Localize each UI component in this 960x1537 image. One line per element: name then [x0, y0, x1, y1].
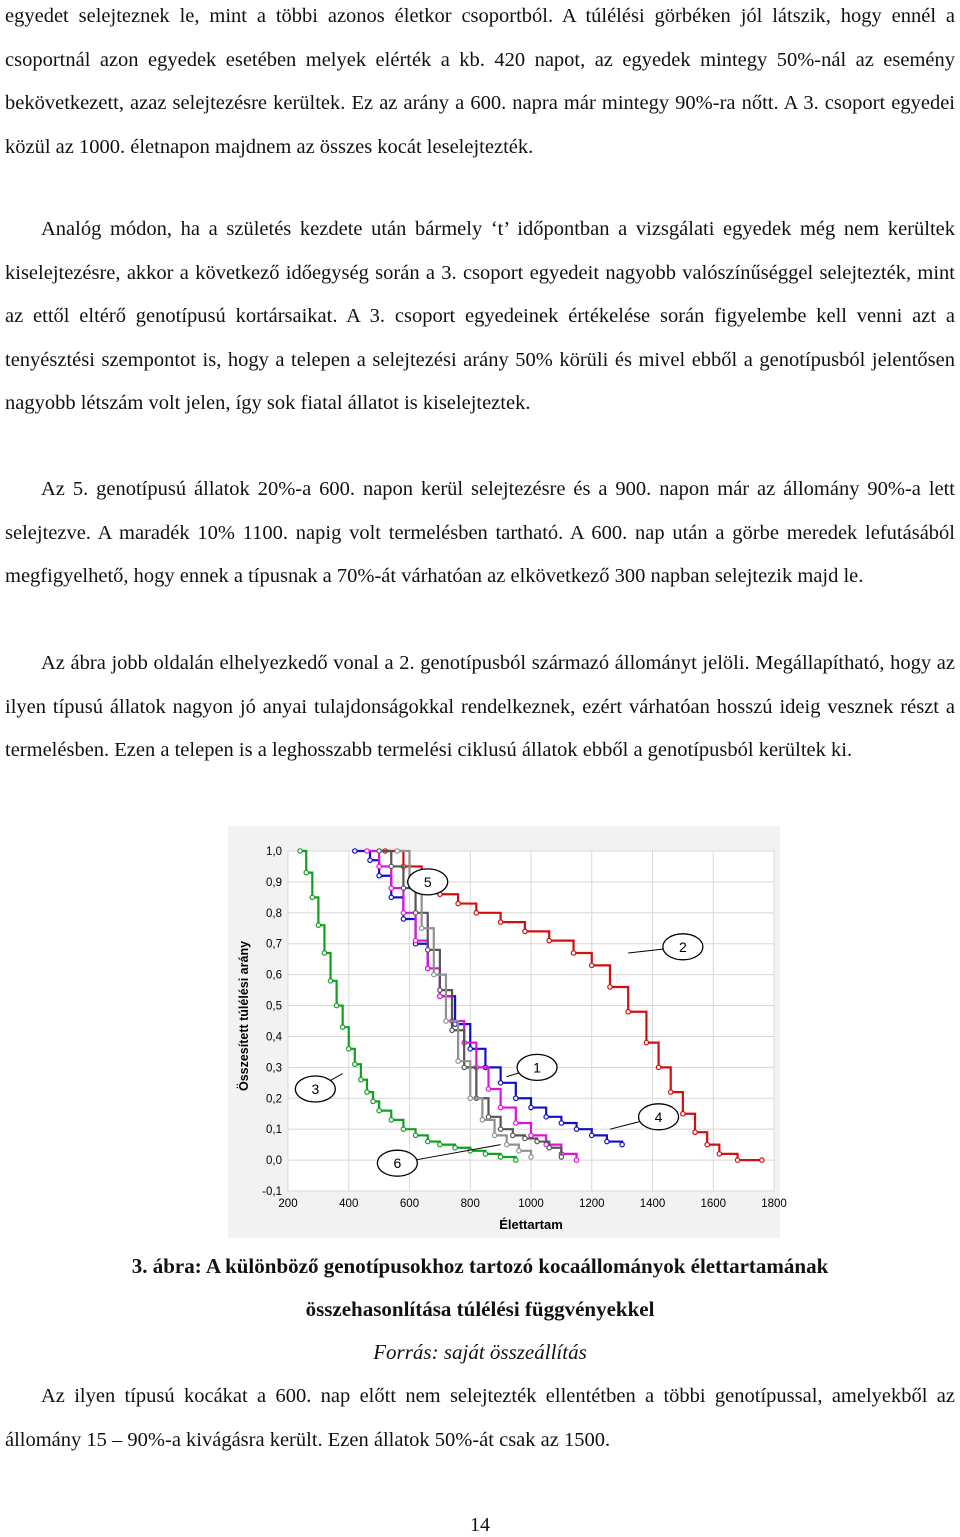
data-point: [401, 886, 405, 890]
data-point: [498, 1127, 502, 1131]
data-point: [389, 886, 393, 890]
data-point: [559, 1155, 563, 1159]
data-point: [328, 979, 332, 983]
data-point: [401, 911, 405, 915]
y-tick-label: 0,3: [266, 1062, 282, 1075]
data-point: [395, 849, 399, 853]
data-point: [498, 1155, 502, 1159]
data-point: [426, 1139, 430, 1143]
annotation-label: 5: [423, 873, 432, 890]
y-tick-label: 0,7: [266, 938, 282, 951]
y-tick-label: 0,8: [266, 907, 282, 920]
data-point: [389, 895, 393, 899]
annotation-label: 2: [678, 938, 687, 955]
y-tick-label: 0,6: [266, 969, 282, 982]
data-point: [438, 988, 442, 992]
data-point: [371, 1099, 375, 1103]
data-point: [608, 985, 612, 989]
figure-caption-line-1: 3. ábra: A különböző genotípusokhoz tartozó kocaállományok élettartamának: [131, 1254, 829, 1278]
data-point: [735, 1158, 739, 1162]
y-tick-label: 1,0: [266, 846, 282, 858]
x-tick-label: 1800: [761, 1198, 787, 1210]
data-point: [514, 1096, 518, 1100]
data-point: [453, 1146, 457, 1150]
paragraph-5: Az ilyen típusú kocákat a 600. nap előtt nem selejtezték ellentétben a többi genotípussal, amelyekből az állomány 15 – 90%-a kivágásra került. Ezen állatok 50%-át csak az 1500.: [5, 1385, 955, 1451]
x-axis: [278, 1198, 786, 1210]
data-point: [535, 1139, 539, 1143]
data-point: [486, 1087, 490, 1091]
y-tick-label: 0,2: [266, 1093, 282, 1106]
x-tick-label: 1200: [578, 1198, 605, 1210]
annotation-label: 1: [533, 1059, 541, 1076]
figure-source: Forrás: saját összeállítás: [373, 1340, 587, 1364]
data-point: [705, 1142, 709, 1146]
data-point: [462, 1065, 466, 1069]
x-tick-label: 200: [278, 1198, 298, 1210]
data-point: [365, 1090, 369, 1094]
data-point: [571, 951, 575, 955]
data-point: [511, 1133, 515, 1137]
data-point: [559, 1121, 563, 1125]
y-tick-label: 0,5: [266, 1000, 282, 1013]
data-point: [377, 864, 381, 868]
figure-caption-line-2: összehasonlítása túlélési függvényekkel: [305, 1297, 655, 1321]
annotation-5: [408, 869, 448, 895]
data-point: [322, 951, 326, 955]
data-point: [298, 849, 302, 853]
data-point: [401, 1127, 405, 1131]
data-point: [523, 1136, 527, 1140]
paragraph-2: Analóg módon, ha a születés kezdete után bármely ‘t’ időpontban a vizsgálati egyedek még nem kerültek kiselejtezésre, akkor a következő időegység során a 3. csoport egyedeit nagyobb valószínűséggel selejtezték, mint az ettől eltérő genotípusú kortársaikat. A 3. csoport egyedeinek értékelése során figyelembe kell venni azt a tenyésztési szempontot is, hogy a telepen a selejtezési arány 50% körüli és mivel ebből a genotípusból jelentősen nagyobb létszám volt jelen, így sok fiatal állatot is kiselejteztek.: [5, 218, 955, 414]
data-point: [426, 948, 430, 952]
data-point: [340, 1025, 344, 1029]
data-point: [468, 1096, 472, 1100]
x-tick-label: 1400: [639, 1198, 666, 1210]
data-point: [717, 1152, 721, 1156]
data-point: [353, 849, 357, 853]
data-point: [334, 1003, 338, 1007]
data-point: [426, 966, 430, 970]
data-point: [413, 1133, 417, 1137]
data-point: [401, 917, 405, 921]
data-point: [669, 1090, 673, 1094]
y-axis-label: Összesített túlélési arány: [237, 940, 251, 1092]
data-point: [480, 1118, 484, 1122]
annotation-label: 3: [311, 1081, 320, 1097]
x-tick-label: 400: [339, 1198, 359, 1210]
data-point: [547, 1146, 551, 1150]
data-point: [450, 1028, 454, 1032]
data-point: [590, 1133, 594, 1137]
data-point: [377, 874, 381, 878]
x-tick-label: 1000: [518, 1198, 544, 1210]
data-point: [368, 858, 372, 862]
data-point: [605, 1139, 609, 1143]
data-point: [359, 1078, 363, 1082]
data-point: [529, 1155, 533, 1159]
data-point: [456, 1059, 460, 1063]
data-point: [486, 1115, 490, 1119]
data-point: [304, 870, 308, 874]
annotation-label: 4: [654, 1108, 663, 1125]
y-tick-label: 0,1: [266, 1124, 282, 1137]
data-point: [456, 901, 460, 905]
data-point: [656, 1065, 660, 1069]
data-point: [760, 1158, 764, 1162]
data-point: [413, 938, 417, 942]
paragraph-3: Az 5. genotípusú állatok 20%-a 600. napon kerül selejtezésre és a 900. napon már az állomány 90%-a lett selejtezve. A maradék 10% 1100. napig volt termelésben tartható. A 600. nap után a görbe meredek lefutásából megfigyelhető, hogy ennek a típusnak a 70%-át várhatóan az elkövetkező 300 napban selejtezik majd le.: [5, 478, 955, 587]
data-point: [693, 1130, 697, 1134]
y-tick-label: -0,1: [262, 1186, 282, 1198]
data-point: [547, 938, 551, 942]
data-point: [438, 1142, 442, 1146]
data-point: [389, 864, 393, 868]
x-tick-label: 1600: [700, 1198, 727, 1210]
data-point: [620, 1142, 624, 1146]
survival-chart: [228, 826, 787, 1238]
data-point: [365, 849, 369, 853]
data-point: [544, 1115, 548, 1119]
data-point: [681, 1112, 685, 1116]
data-point: [517, 1149, 521, 1153]
data-point: [419, 926, 423, 930]
data-point: [492, 1133, 496, 1137]
data-point: [377, 1108, 381, 1112]
data-point: [644, 1040, 648, 1044]
data-point: [432, 972, 436, 976]
data-point: [590, 963, 594, 967]
page-number: 14: [470, 1514, 490, 1536]
data-point: [377, 849, 381, 853]
data-point: [574, 1158, 578, 1162]
data-point: [529, 1105, 533, 1109]
x-axis-label: Élettartam: [499, 1217, 563, 1232]
y-tick-label: 0,0: [266, 1155, 282, 1168]
annotation-label: 6: [393, 1155, 402, 1172]
data-point: [529, 1133, 533, 1137]
paragraph-4: Az ábra jobb oldalán elhelyezkedő vonal a 2. genotípusból származó állományt jelöli. Megállapítható, hogy az ilyen típusú állatok nagyon jó anyai tulajdonságokkal rendelkeznek, ezért várhatóan hosszú ideig vesznek részt a termelésben. Ezen a telepen is a leghosszabb termelési ciklusú állatok ebből a genotípusból kerültek ki.: [5, 652, 955, 761]
data-point: [438, 994, 442, 998]
data-point: [505, 1142, 509, 1146]
x-tick-label: 600: [399, 1198, 420, 1210]
data-point: [353, 1062, 357, 1066]
data-point: [316, 923, 320, 927]
data-point: [483, 1152, 487, 1156]
y-tick-label: 0,4: [266, 1031, 282, 1044]
data-point: [498, 1081, 502, 1085]
data-point: [347, 1047, 351, 1051]
y-tick-label: 0,9: [266, 876, 282, 889]
paragraph-1: egyedet selejteznek le, mint a többi azonos életkor csoportból. A túlélési görbéken jól látszik, hogy ennél a csoportnál azon egyedek esetében melyek elérték a kb. 420 napot, az egyedek mintegy 50%-nál az esemény bekövetkezett, azaz selejtezésre kerültek. Ez az arány a 600. napra már mintegy 90%-ra nőtt. A 3. csoport egyedei közül az 1000. életnapon majdnem az összes kocát leselejtezték.: [5, 5, 955, 158]
data-point: [523, 929, 527, 933]
data-point: [514, 1158, 518, 1162]
data-point: [389, 1118, 393, 1122]
data-point: [574, 1127, 578, 1131]
data-point: [468, 1047, 472, 1051]
data-point: [444, 1019, 448, 1023]
data-point: [474, 911, 478, 915]
data-point: [514, 1121, 518, 1125]
data-point: [310, 895, 314, 899]
data-point: [626, 1010, 630, 1014]
data-point: [498, 1105, 502, 1109]
data-point: [413, 911, 417, 915]
data-point: [498, 920, 502, 924]
x-tick-label: 800: [460, 1198, 480, 1210]
